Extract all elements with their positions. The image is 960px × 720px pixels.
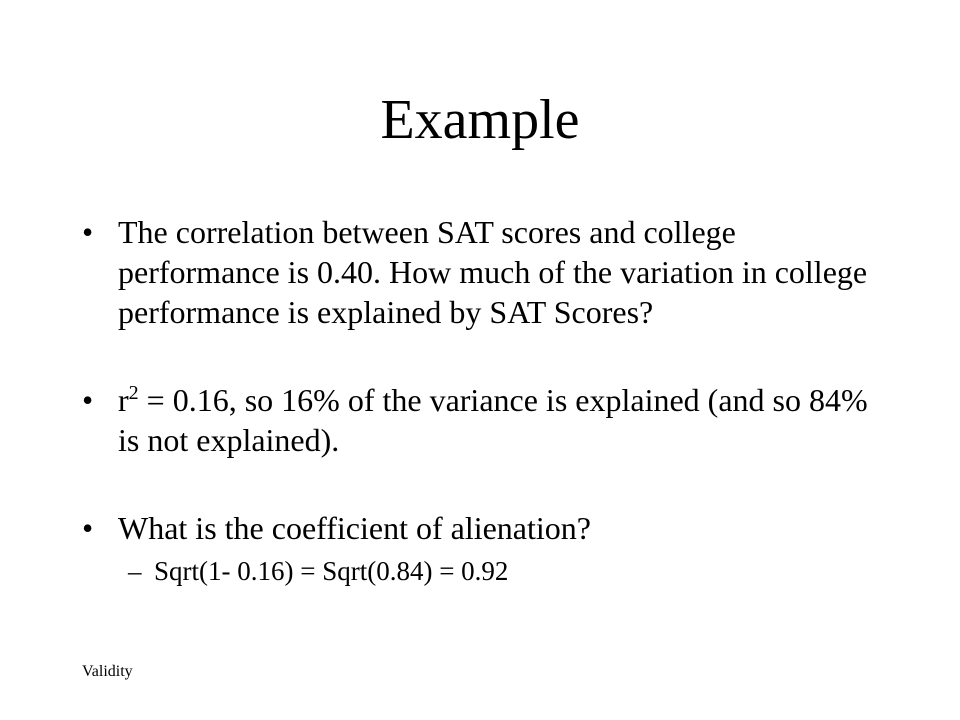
bullet-dot-icon: • bbox=[82, 214, 94, 250]
dash-icon: – bbox=[128, 556, 142, 586]
bullet-text: = 0.16, so 16% of the variance is explained (and so 84% is not explained). bbox=[118, 382, 868, 458]
slide-title: Example bbox=[380, 89, 580, 151]
sub-bullet-item-sqrt-answer bbox=[82, 554, 882, 588]
sub-bullet-text: Sqrt(1- 0.16) = Sqrt(0.84) = 0.92 bbox=[154, 556, 509, 586]
bullet-item-alienation-question bbox=[82, 508, 882, 548]
bullet-text: The correlation between SAT scores and college performance is 0.40. How much of the variation in college performance is explained by SAT Scores? bbox=[118, 214, 868, 330]
r-symbol: r bbox=[118, 382, 129, 418]
superscript-exponent: 2 bbox=[128, 382, 139, 404]
bullet-item-correlation-question bbox=[82, 212, 882, 332]
slide-footer: Validity bbox=[82, 663, 133, 680]
bullet-dot-icon: • bbox=[82, 382, 94, 418]
bullet-list bbox=[82, 212, 882, 588]
bullet-dot-icon: • bbox=[82, 510, 94, 546]
bullet-text: What is the coefficient of alienation? bbox=[118, 510, 591, 546]
bullet-item-r-squared bbox=[82, 380, 882, 460]
